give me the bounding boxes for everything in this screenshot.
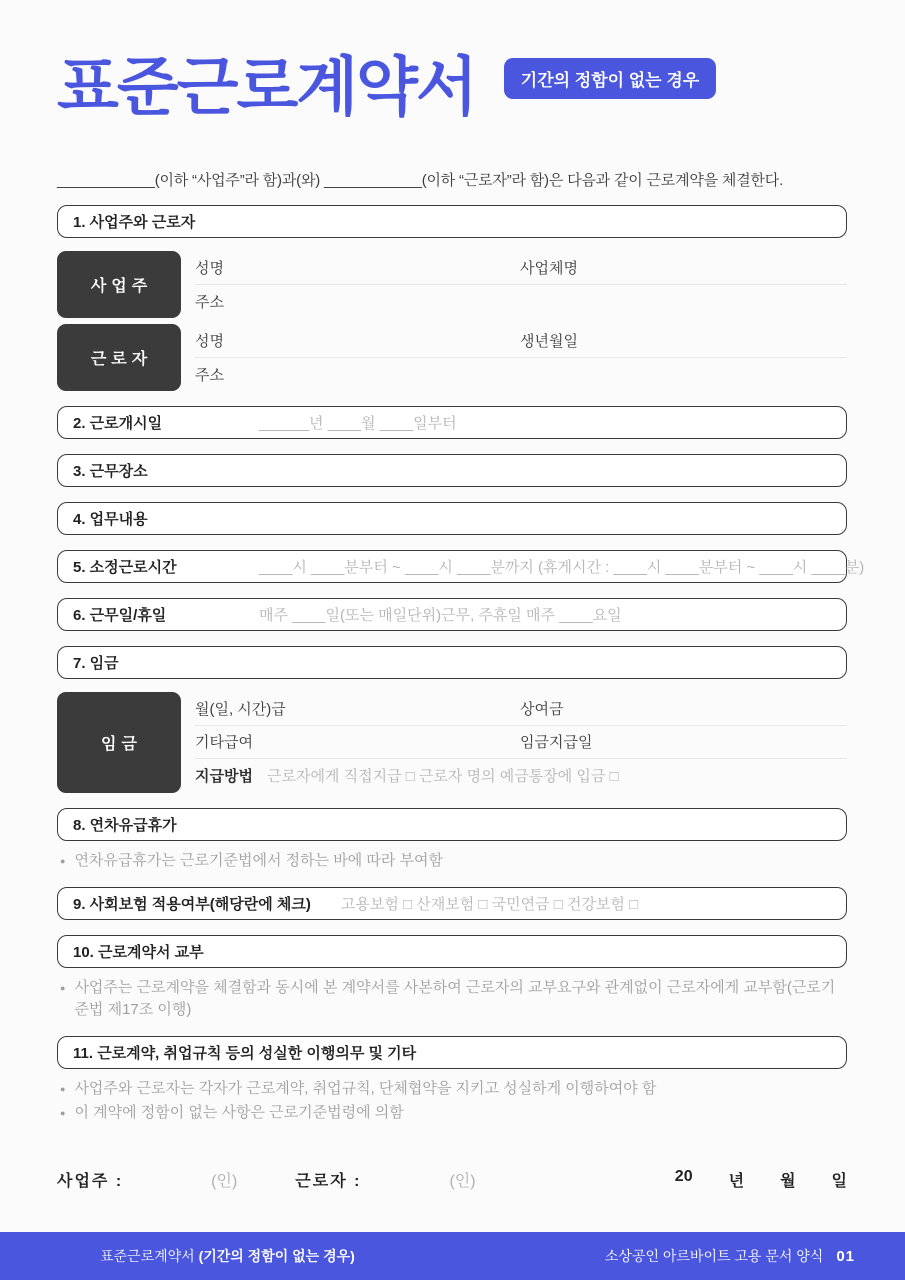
section-11-note-2-text: 이 계약에 정함이 없는 사항은 근로기준법령에 의함 (74, 1103, 404, 1121)
section-6-box (57, 598, 847, 631)
section-3-title: 3. 근무장소 (73, 463, 148, 481)
wage-other-pay-label: 기타급여 (195, 734, 253, 752)
section-2-blank-value: ______년 ____월 ____일부터 (259, 415, 457, 433)
signature-row (57, 1168, 847, 1191)
bullet-dot-icon: ● (60, 982, 66, 993)
contract-type-badge: 기간의 정함이 없는 경우 (504, 58, 716, 99)
wage-payment-method-label: 지급방법 (195, 768, 253, 786)
section-1-box (57, 205, 847, 238)
worker-row-1 (195, 324, 847, 358)
date-month-label: 월 (780, 1172, 796, 1190)
signature-employer-label: 사업주 : (57, 1172, 124, 1190)
wage-payday-label: 임금지급일 (520, 734, 593, 752)
footer-right (605, 1246, 855, 1266)
worker-row-2 (195, 358, 847, 392)
section-2-title: 2. 근로개시일 (73, 415, 163, 433)
wage-block (57, 692, 847, 793)
wage-row-2 (195, 726, 847, 760)
section-5-blank-value: ____시 ____분부터 ~ ____시 ____분까지 (휴게시간 : ____시 ____분부터 ~ ____시 ____분) (259, 559, 865, 577)
section-5-title: 5. 소정근로시간 (73, 559, 177, 577)
worker-name-label: 성명 (195, 332, 224, 350)
employer-business-name-label: 사업체명 (520, 259, 578, 277)
section-8-note-text: 연차유급휴가는 근로기준법에서 정하는 바에 따라 부여함 (74, 851, 444, 869)
header (57, 0, 847, 129)
worker-tag: 근로자 (57, 324, 181, 391)
section-7-box (57, 646, 847, 679)
section-9-box (57, 887, 847, 920)
intro-text: ____________(이하 “사업주”라 함)과(와) ____________(이하 “근로자”라 함)은 다음과 같이 근로계약을 체결한다. (57, 172, 784, 190)
footer-title-subtext: (기간의 정함이 없는 경우) (198, 1248, 355, 1264)
worker-block (57, 324, 847, 391)
section-10-note (57, 977, 847, 1021)
section-10-box (57, 935, 847, 968)
section-8-title: 8. 연차유급휴가 (73, 816, 177, 834)
section-4-title: 4. 업무내용 (73, 511, 148, 529)
employer-row-1 (195, 251, 847, 285)
section-9-insurance-options: 고용보험 □ 산재보험 □ 국민연금 □ 건강보험 □ (340, 895, 639, 913)
section-6-title: 6. 근무일/휴일 (73, 607, 167, 625)
employer-address-label: 주소 (195, 293, 224, 311)
signature-date (675, 1168, 847, 1191)
footer-title-text: 표준근로계약서 (100, 1248, 195, 1264)
wage-monthly-label: 월(일, 시간)급 (195, 700, 286, 718)
date-day-label: 일 (831, 1172, 847, 1190)
section-6-blank-value: 매주 ____일(또는 매일단위)근무, 주휴일 매주 ____요일 (259, 607, 622, 625)
worker-birthdate-label: 생년월일 (520, 332, 578, 350)
signature-worker-seal: (인) (449, 1172, 476, 1190)
section-11-note-1-text: 사업주와 근로자는 각자가 근로계약, 취업규칙, 단체협약을 지키고 성실하게 이행하여야 함 (74, 1079, 657, 1097)
employer-row-2 (195, 285, 847, 319)
section-11-box (57, 1036, 847, 1069)
wage-row-1 (195, 692, 847, 726)
section-10-note-text: 사업주는 근로계약을 체결함과 동시에 본 계약서를 사본하여 근로자의 교부요구와 관계없이 근로자에게 교부함(근로기준법 제17조 이행) (74, 978, 836, 1018)
wage-fields (195, 692, 847, 793)
wage-bonus-label: 상여금 (520, 700, 564, 718)
footer-page-number: 01 (836, 1247, 855, 1265)
employer-fields (195, 251, 847, 318)
section-4-box (57, 502, 847, 535)
section-9-title: 9. 사회보험 적용여부(해당란에 체크) (73, 895, 311, 913)
section-11-title: 11. 근로계약, 취업규칙 등의 성실한 이행의무 및 기타 (73, 1044, 417, 1062)
worker-fields (195, 324, 847, 391)
footer-form-series-label: 소상공인 아르바이트 고용 문서 양식 (604, 1248, 824, 1264)
section-11-note-2 (57, 1102, 847, 1124)
wage-row-3 (195, 759, 847, 793)
employer-tag: 사업주 (57, 251, 181, 318)
employer-block (57, 251, 847, 318)
section-5-box (57, 550, 865, 583)
section-10-title: 10. 근로계약서 교부 (73, 943, 204, 961)
bullet-dot-icon: ● (60, 1083, 66, 1094)
section-11-note-1 (57, 1078, 847, 1100)
employer-name-label: 성명 (195, 259, 224, 277)
date-year-label: 년 (728, 1172, 745, 1190)
section-8-note (57, 850, 847, 872)
footer-bar (0, 1232, 905, 1280)
page-title: 표준근로계약서 (57, 51, 476, 123)
signature-employer-seal: (인) (211, 1172, 238, 1190)
bullet-dot-icon: ● (60, 855, 66, 866)
wage-payment-method-options: 근로자에게 직접지급 □ 근로자 명의 예금통장에 입금 □ (266, 768, 619, 786)
section-1-title: 1. 사업주와 근로자 (73, 214, 196, 232)
section-2-box (57, 406, 847, 439)
bullet-dot-icon: ● (60, 1107, 66, 1118)
wage-tag: 임금 (57, 692, 181, 793)
section-7-title: 7. 임금 (73, 655, 119, 673)
worker-address-label: 주소 (195, 366, 224, 384)
date-year-prefix: 20 (674, 1167, 693, 1185)
section-8-box (57, 808, 847, 841)
section-3-box (57, 454, 847, 487)
footer-document-title (100, 1246, 355, 1266)
signature-worker-label: 근로자 : (295, 1172, 362, 1190)
